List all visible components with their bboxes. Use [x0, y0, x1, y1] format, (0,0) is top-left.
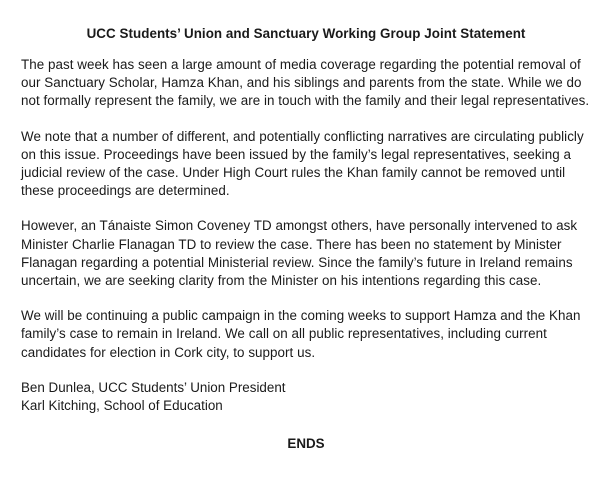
paragraph-line: We note that a number of different, and potentially conflicting narratives are circulating publicly: [21, 128, 584, 144]
paragraph-line: However, an Tánaiste Simon Coveney TD amongst others, have personally intervened to ask: [21, 218, 578, 234]
paragraph-line: We will be continuing a public campaign in the coming weeks to support Hamza and the Khan: [21, 308, 581, 324]
paragraph-line: not formally represent the family, we are in touch with the family and their legal representatives.: [21, 93, 590, 109]
paragraph-line: on this issue. Proceedings have been issued by the family’s legal representatives, seeking a: [21, 146, 571, 162]
ends-marker: ENDS: [287, 436, 325, 452]
paragraph-line: The past week has seen a large amount of media coverage regarding the potential removal of: [21, 57, 581, 72]
signatories: [21, 379, 591, 415]
paragraph-line: Flanagan regarding a potential Ministerial review. Since the family’s future in Ireland remains: [21, 254, 573, 270]
paragraph-campaign: [21, 307, 591, 362]
paragraph-intervention: [21, 217, 591, 290]
paragraph-media-coverage: [21, 56, 591, 111]
paragraph-line: uncertain, we are seeking clarity from the Minister on his intentions regarding this case.: [21, 273, 542, 289]
paragraph-line: candidates for election in Cork city, to support us.: [21, 344, 316, 360]
statement-title: UCC Students’ Union and Sanctuary Working Group Joint Statement: [86, 26, 526, 41]
paragraph-narratives: [21, 128, 591, 201]
signatory-ben-dunlea: Ben Dunlea, UCC Students’ Union President: [21, 379, 286, 395]
paragraph-line: these proceedings are determined.: [21, 183, 230, 199]
paragraph-line: family’s case to remain in Ireland. We call on all public representatives, including current: [21, 326, 547, 342]
paragraph-line: Minister Charlie Flanagan TD to review the case. There has been no statement by Minister: [21, 236, 562, 252]
signatory-karl-kitching: Karl Kitching, School of Education: [21, 398, 223, 414]
paragraph-line: our Sanctuary Scholar, Hamza Khan, and his siblings and parents from the state. While we do: [21, 75, 582, 91]
paragraph-line: judicial review of the case. Under High Court rules the Khan family cannot be removed until: [21, 165, 566, 181]
